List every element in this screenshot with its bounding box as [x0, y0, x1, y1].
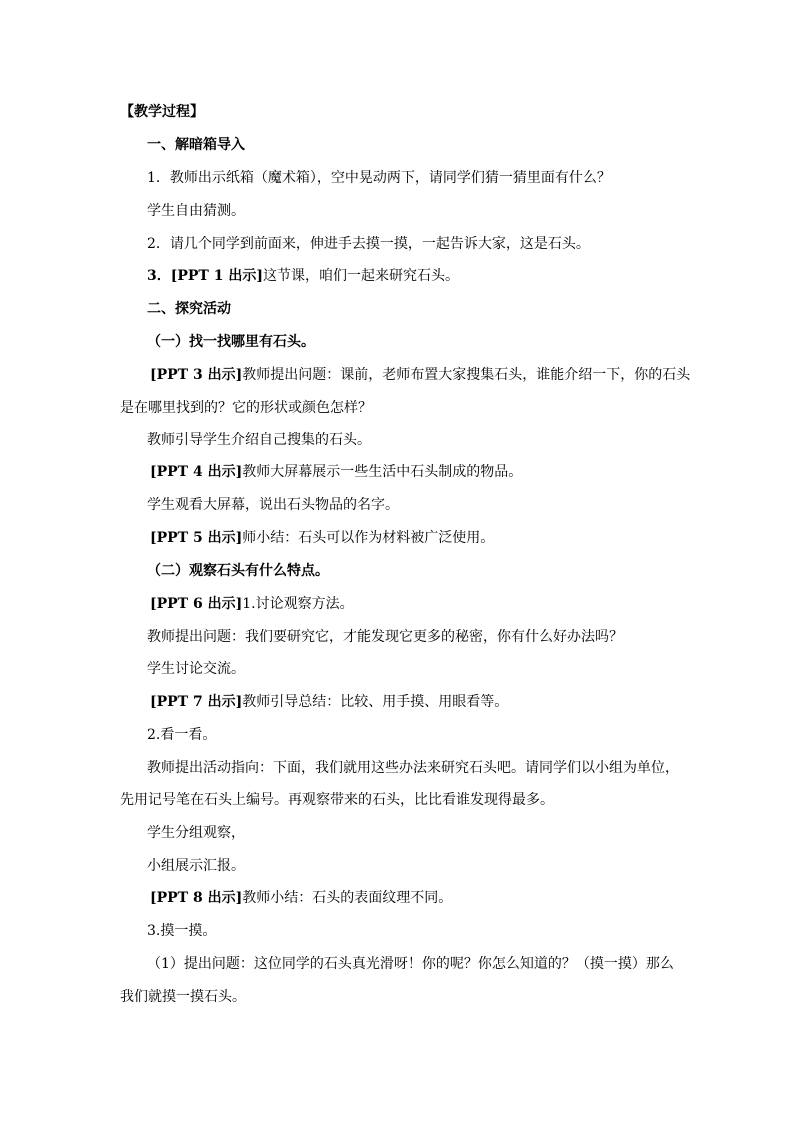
ppt-tag: [PPT 6 出示]	[150, 596, 243, 612]
heading-1: 一、解暗箱导入	[147, 137, 245, 153]
paragraph-11: 教师提出问题：我们要研究它，才能发现它更多的秘密，你有什么好办法吗？	[147, 629, 623, 645]
ppt-tag: [PPT 4 出示]	[150, 464, 243, 480]
paragraph-9	[150, 528, 494, 548]
paragraph-13	[150, 692, 508, 712]
paragraph-7	[150, 462, 522, 482]
paragraph-text: 教师大屏幕展示一些生活中石头制成的物品。	[242, 464, 523, 480]
paragraph-15-continued: 先用记号笔在石头上编号。再观察带来的石头，比比看谁发现得最多。	[120, 792, 554, 808]
paragraph-text: 这节课，咱们一起来研究石头。	[262, 268, 459, 284]
paragraph-15: 教师提出活动指向：下面，我们就用这些办法来研究石头吧。请同学们以小组为单位，	[147, 760, 679, 776]
paragraph-17: 小组展示汇报。	[147, 858, 245, 874]
paragraph-8: 学生观看大屏幕，说出石头物品的名字。	[147, 497, 399, 513]
ppt-tag: [PPT 8 出示]	[150, 890, 243, 906]
paragraph-2: 学生自由猜测。	[147, 203, 245, 219]
paragraph-1: 1．教师出示纸箱（魔术箱），空中晃动两下，请同学们猜一猜里面有什么？	[147, 170, 611, 186]
paragraph-18	[150, 888, 452, 908]
paragraph-20-continued: 我们就摸一摸石头。	[120, 989, 246, 1005]
ppt-tag: [PPT 7 出示]	[150, 694, 243, 710]
ppt-tag: [PPT 3 出示]	[150, 367, 243, 383]
paragraph-16: 学生分组观察，	[147, 825, 245, 841]
ppt-tag: [PPT 5 出示]	[150, 530, 243, 546]
paragraph-text: 教师小结：石头的表面纹理不同。	[242, 890, 453, 906]
paragraph-4	[147, 266, 459, 286]
paragraph-5-continued: 是在哪里找到的？它的形状或颜色怎样？	[120, 400, 372, 416]
paragraph-19: 3.摸一摸。	[147, 923, 217, 939]
paragraph-text: 1.讨论观察方法。	[242, 596, 354, 612]
paragraph-14: 2.看一看。	[147, 727, 217, 743]
paragraph-5	[150, 365, 690, 385]
ppt-tag: 3．[PPT 1 出示]	[147, 268, 263, 284]
paragraph-text: 教师提出问题：课前，老师布置大家搜集石头，谁能介绍一下，你的石头	[242, 367, 691, 383]
heading-2: 二、探究活动	[147, 301, 231, 317]
paragraph-12: 学生讨论交流。	[147, 661, 245, 677]
subheading-1: （一）找一找哪里有石头。	[147, 334, 315, 350]
section-title: 【教学过程】	[120, 104, 204, 120]
paragraph-text: 教师引导总结：比较、用手摸、用眼看等。	[242, 694, 509, 710]
subheading-2: （二）观察石头有什么特点。	[147, 563, 329, 579]
paragraph-text: 师小结：石头可以作为材料被广泛使用。	[242, 530, 495, 546]
paragraph-6: 教师引导学生介绍自己搜集的石头。	[147, 432, 371, 448]
paragraph-3: 2．请几个同学到前面来，伸进手去摸一摸，一起告诉大家，这是石头。	[147, 236, 590, 252]
paragraph-20: （1）提出问题：这位同学的石头真光滑呀！你的呢？你怎么知道的？（摸一摸）那么	[147, 956, 674, 972]
paragraph-10	[150, 594, 354, 614]
